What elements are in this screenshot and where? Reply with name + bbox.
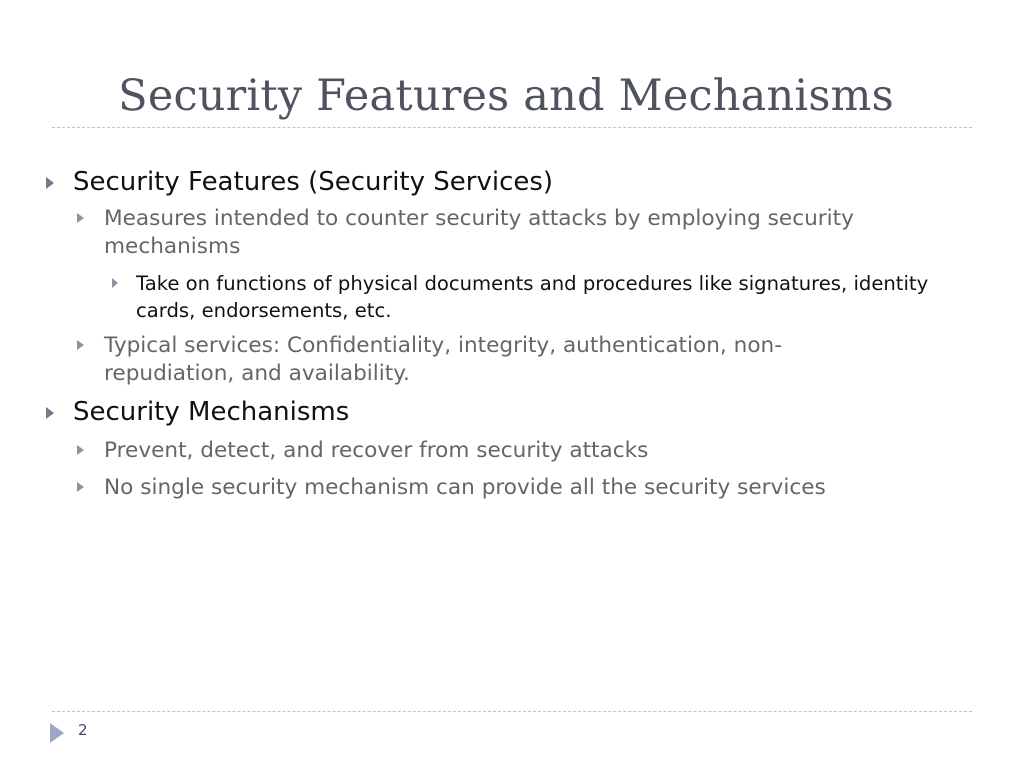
bullet-arrow-icon <box>77 340 84 350</box>
slide-title: Security Features and Mechanisms <box>118 71 894 121</box>
bullet-text: Security Mechanisms <box>73 397 350 427</box>
bullet-text: Take on functions of physical documents and procedures like signatures, identity cards, endorsements, etc. <box>136 272 929 322</box>
bullet-text: Typical services: Confidentiality, integrity, authentication, non-repudiation, and availability. <box>104 333 783 386</box>
bullet-arrow-icon <box>112 278 118 288</box>
footer-divider <box>52 711 972 712</box>
bullet-text: No single security mechanism can provide all the security services <box>104 475 826 500</box>
bullet-arrow-icon <box>77 213 84 223</box>
bullet-text: Measures intended to counter security attacks by employing security mechanisms <box>104 206 854 259</box>
page-number: 2 <box>78 721 88 739</box>
bullet-text: Security Features (Security Services) <box>73 167 554 197</box>
bullet-text: Prevent, detect, and recover from security attacks <box>104 438 649 463</box>
bullet-arrow-icon <box>46 407 54 419</box>
bullet-arrow-icon <box>77 445 84 455</box>
bullet-arrow-icon <box>77 482 84 492</box>
bullet-arrow-icon <box>46 177 54 189</box>
footer-arrow-icon <box>50 723 64 743</box>
